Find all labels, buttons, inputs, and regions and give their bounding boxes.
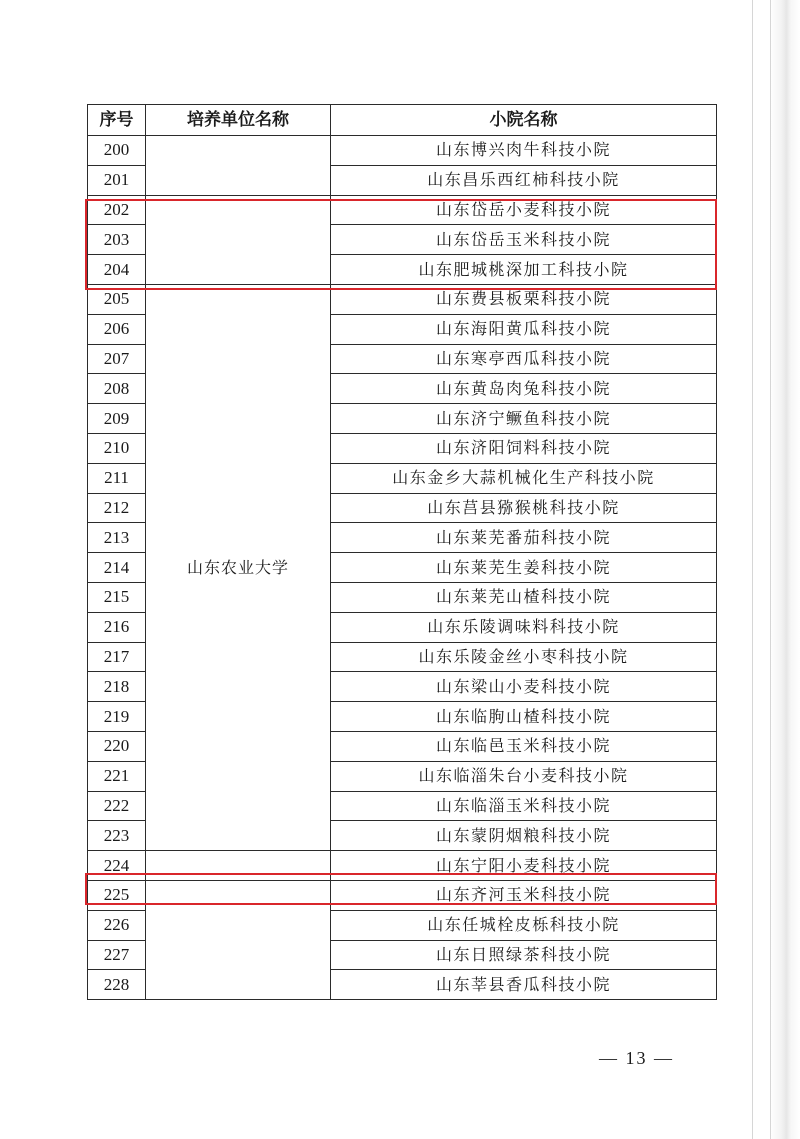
row-number: 208 [88,374,146,404]
courtyard-name: 山东临朐山楂科技小院 [331,702,717,732]
row-number: 212 [88,493,146,523]
scan-edge [770,0,800,1139]
courtyard-name: 山东金乡大蒜机械化生产科技小院 [331,463,717,493]
courtyard-name: 山东临淄玉米科技小院 [331,791,717,821]
row-number: 206 [88,314,146,344]
row-number: 200 [88,136,146,166]
row-number: 219 [88,702,146,732]
courtyard-name: 山东梁山小麦科技小院 [331,672,717,702]
courtyard-name: 山东齐河玉米科技小院 [331,880,717,910]
row-number: 220 [88,731,146,761]
row-number: 227 [88,940,146,970]
row-number: 217 [88,642,146,672]
courtyard-name: 山东乐陵金丝小枣科技小院 [331,642,717,672]
courtyard-name: 山东肥城桃深加工科技小院 [331,255,717,285]
row-number: 224 [88,851,146,881]
row-number: 223 [88,821,146,851]
courtyard-name: 山东岱岳小麦科技小院 [331,195,717,225]
courtyard-name: 山东临邑玉米科技小院 [331,731,717,761]
row-number: 211 [88,463,146,493]
courtyard-name: 山东日照绿茶科技小院 [331,940,717,970]
courtyard-name: 山东莘县香瓜科技小院 [331,970,717,1000]
training-unit-cell: 山东农业大学 [146,284,331,850]
row-number: 201 [88,165,146,195]
training-unit-cell [146,195,331,284]
row-number: 228 [88,970,146,1000]
courtyard-name: 山东蒙阴烟粮科技小院 [331,821,717,851]
row-number: 207 [88,344,146,374]
courtyard-name: 山东临淄朱台小麦科技小院 [331,761,717,791]
row-number: 204 [88,255,146,285]
table-row [88,880,717,910]
row-number: 210 [88,433,146,463]
courtyard-name: 山东费县板栗科技小院 [331,284,717,314]
courtyard-name: 山东莱芜生姜科技小院 [331,553,717,583]
courtyard-name: 山东宁阳小麦科技小院 [331,851,717,881]
training-table [87,104,717,1000]
row-number: 222 [88,791,146,821]
courtyard-name: 山东济宁鳜鱼科技小院 [331,404,717,434]
training-unit-cell [146,880,331,999]
courtyard-name: 山东寒亭西瓜科技小院 [331,344,717,374]
table-row [88,851,717,881]
courtyard-name: 山东昌乐西红柿科技小院 [331,165,717,195]
row-number: 216 [88,612,146,642]
row-number: 213 [88,523,146,553]
row-number: 205 [88,284,146,314]
courtyard-name: 山东莱芜山楂科技小院 [331,582,717,612]
training-unit-cell [146,136,331,196]
table-row [88,136,717,166]
courtyard-name: 山东乐陵调味料科技小院 [331,612,717,642]
row-number: 225 [88,880,146,910]
courtyard-name: 山东黄岛肉兔科技小院 [331,374,717,404]
table-body [88,136,717,1000]
table-row [88,195,717,225]
row-number: 218 [88,672,146,702]
page-number: — 13 — [599,1048,674,1068]
courtyard-name: 山东莒县猕猴桃科技小院 [331,493,717,523]
row-number: 226 [88,910,146,940]
table-row [88,284,717,314]
scan-line [752,0,753,1139]
row-number: 203 [88,225,146,255]
scan-line [770,0,771,1139]
courtyard-name: 山东海阳黄瓜科技小院 [331,314,717,344]
header-courtyard: 小院名称 [331,105,717,136]
row-number: 214 [88,553,146,583]
courtyard-name: 山东岱岳玉米科技小院 [331,225,717,255]
row-number: 209 [88,404,146,434]
courtyard-name: 山东莱芜番茄科技小院 [331,523,717,553]
row-number: 215 [88,582,146,612]
courtyard-name: 山东济阳饲料科技小院 [331,433,717,463]
training-unit-cell [146,851,331,881]
header-unit: 培养单位名称 [146,105,331,136]
courtyard-name: 山东博兴肉牛科技小院 [331,136,717,166]
header-seq: 序号 [88,105,146,136]
table-header-row [88,105,717,136]
row-number: 221 [88,761,146,791]
row-number: 202 [88,195,146,225]
courtyard-name: 山东任城栓皮栎科技小院 [331,910,717,940]
